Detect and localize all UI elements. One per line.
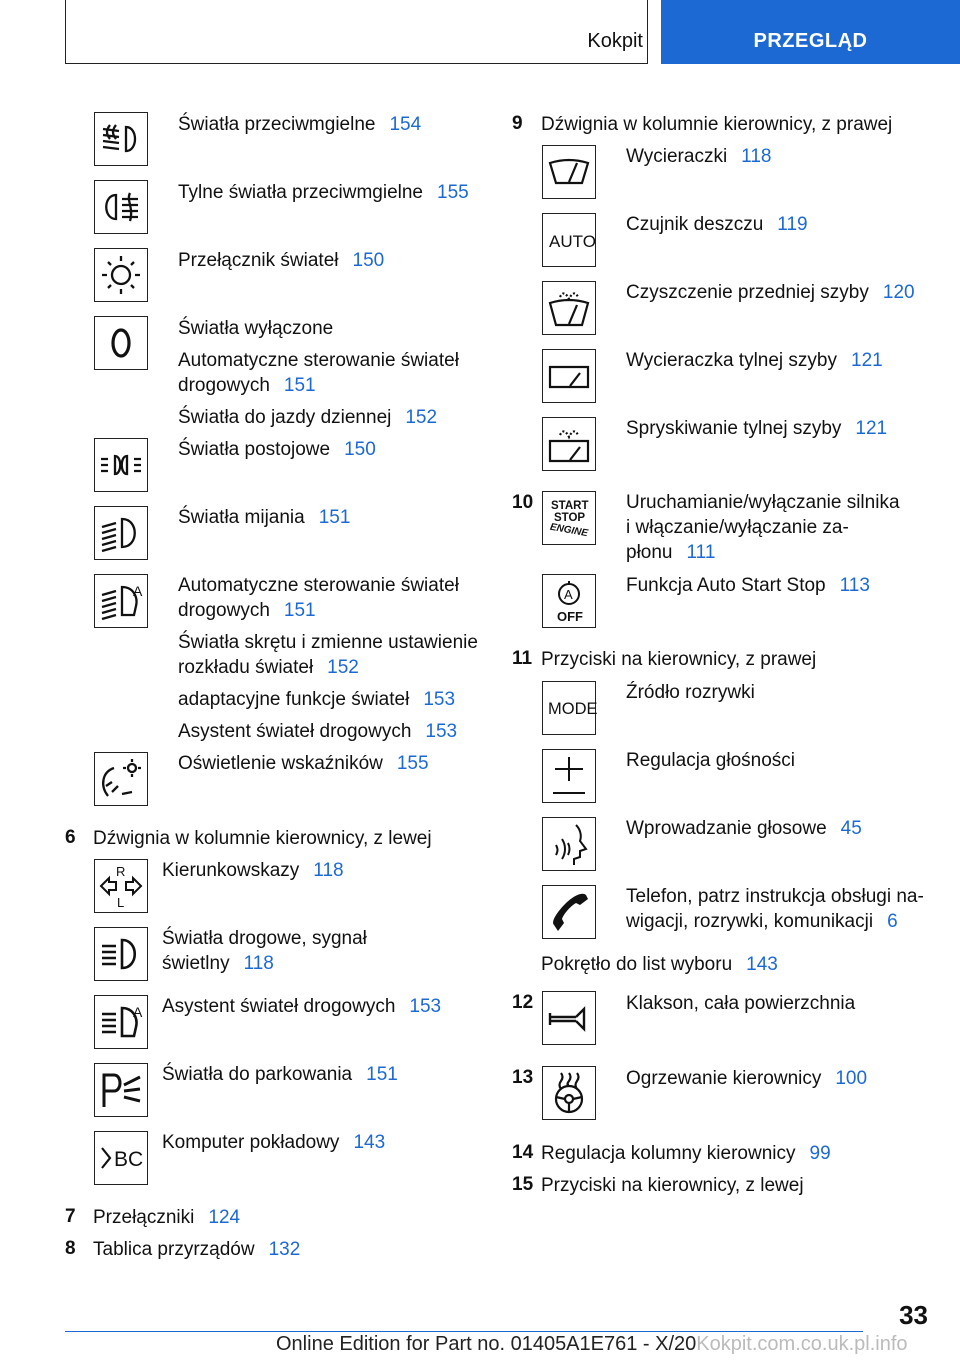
footer-edition: Online Edition for Part no. 01405A1E761 - X/20Kokpit.com.co.uk.pl.info xyxy=(276,1333,908,1355)
entry-volume: Regulacja głośności xyxy=(626,750,795,771)
entry-parking-light: Światła postojowe 150 xyxy=(178,439,376,460)
rain-sensor-icon xyxy=(542,213,596,267)
bc-text: BC xyxy=(114,1148,144,1171)
page-ref-link[interactable]: 151 xyxy=(366,1064,398,1085)
auto-headlight-letter: A xyxy=(133,583,143,599)
parking-lights-icon xyxy=(94,1063,148,1117)
lights-off-icon xyxy=(94,316,148,370)
off-text: OFF xyxy=(557,609,583,624)
mode-icon xyxy=(542,681,596,735)
item-number-8: 8 xyxy=(65,1238,76,1259)
auto-start-stop-icon xyxy=(542,574,596,628)
page-number: 33 xyxy=(899,1300,928,1330)
light-switch-icon xyxy=(94,248,148,302)
turn-signal-icon xyxy=(94,859,148,913)
page-ref-link[interactable]: 124 xyxy=(208,1207,241,1228)
entry-hb-assist-2: Asystent świateł drogowych 153 xyxy=(162,996,442,1017)
turn-signal-l: L xyxy=(117,895,125,910)
page-ref-link[interactable]: 143 xyxy=(746,954,778,975)
page-ref-link[interactable]: 155 xyxy=(437,182,469,203)
entry-cornering-2: rozkładu świateł 152 xyxy=(178,657,359,678)
page-ref-link[interactable]: 111 xyxy=(686,542,716,563)
page-ref-link[interactable]: 118 xyxy=(243,953,274,974)
entry-rain-sensor: Czujnik deszczu 119 xyxy=(626,214,808,235)
item-6-title: Dźwignia w kolumnie kierownicy, z lewej xyxy=(93,828,432,849)
page-ref-link[interactable]: 45 xyxy=(840,818,862,839)
item-number-13: 13 xyxy=(512,1067,534,1088)
footer-divider xyxy=(65,1331,863,1332)
page-ref-link[interactable]: 150 xyxy=(344,439,376,460)
mode-text: MODE xyxy=(548,700,598,718)
entry-cornering-1: Światła skrętu i zmienne ustawienie xyxy=(178,632,478,653)
entry-telephone-1: Telefon, patrz instrukcja obsługi na- xyxy=(626,886,924,907)
page-ref-link[interactable]: 118 xyxy=(741,146,772,167)
page-ref-link[interactable]: 152 xyxy=(405,407,438,428)
stop-text: STOP xyxy=(554,512,586,524)
page-ref-link[interactable]: 155 xyxy=(396,753,429,774)
entry-hb-assist: Asystent świateł drogowych 153 xyxy=(178,721,458,742)
entry-telephone-2: wigacji, rozrywki, komunikacji 6 xyxy=(626,911,898,932)
entry-selection-wheel: Pokrętło do list wyboru 143 xyxy=(541,954,778,975)
telephone-icon xyxy=(542,885,596,939)
low-beam-icon xyxy=(94,506,148,560)
entry-windshield-washer: Czyszczenie przedniej szyby 120 xyxy=(626,282,915,303)
entry-on-board-computer: Komputer pokładowy 143 xyxy=(162,1132,386,1153)
entry-rear-fog: Tylne światła przeciwmgielne 155 xyxy=(178,182,469,203)
page-ref-link[interactable]: 151 xyxy=(318,507,351,528)
page-ref-link[interactable]: 121 xyxy=(855,418,888,439)
steering-wheel-heating-icon xyxy=(542,1066,596,1120)
entry-rear-wiper: Wycieraczka tylnej szyby 121 xyxy=(626,350,883,371)
rear-wiper-icon xyxy=(542,349,596,403)
front-fog-light-icon xyxy=(94,112,148,166)
instrument-lighting-icon xyxy=(94,752,148,806)
entry-wheel-heating: Ogrzewanie kierownicy 100 xyxy=(626,1068,868,1089)
page-ref-link[interactable]: 121 xyxy=(851,350,883,371)
section-tab[interactable] xyxy=(661,0,960,64)
page-ref-link[interactable]: 143 xyxy=(353,1132,386,1153)
engine-text: ENGINE xyxy=(549,521,589,540)
entry-parking-lights: Światła do parkowania 151 xyxy=(162,1064,398,1085)
entry-lights-off: Światła wyłączone xyxy=(178,318,334,339)
entry-auto-hl-2: drogowych 151 xyxy=(178,600,316,621)
page-ref-link[interactable]: 119 xyxy=(777,214,808,235)
page-ref-link[interactable]: 150 xyxy=(352,250,385,271)
start-text: START xyxy=(551,500,589,512)
page-ref-link[interactable]: 6 xyxy=(887,911,898,932)
section-tab-label: PRZEGLĄD xyxy=(753,29,868,52)
entry-mode: Źródło rozrywki xyxy=(626,682,755,703)
page-ref-link[interactable]: 118 xyxy=(313,860,344,881)
page-ref-link[interactable]: 151 xyxy=(283,600,316,621)
item-8-text: Tablica przyrządów 132 xyxy=(93,1239,301,1260)
page-ref-link[interactable]: 151 xyxy=(283,375,316,396)
item-number-11: 11 xyxy=(512,648,533,669)
entry-low-beam: Światła mijania 151 xyxy=(178,507,351,528)
entry-auto-lights-1: Automatyczne sterowanie świateł xyxy=(178,350,459,371)
voice-control-icon xyxy=(542,817,596,871)
page-ref-link[interactable]: 132 xyxy=(268,1239,301,1260)
on-board-computer-icon xyxy=(94,1131,148,1185)
entry-start-stop-3: płonu 111 xyxy=(626,542,716,563)
auto-headlight-icon xyxy=(94,574,148,628)
entry-instrument-light: Oświetlenie wskaźników 155 xyxy=(178,753,429,774)
entry-adaptive: adaptacyjne funkcje świateł 153 xyxy=(178,689,456,710)
entry-auto-start-stop: Funkcja Auto Start Stop 113 xyxy=(626,575,870,596)
page-ref-link[interactable]: 152 xyxy=(327,657,359,678)
entry-auto-hl-1: Automatyczne sterowanie świateł xyxy=(178,575,459,596)
entry-high-beam-2: świetlny 118 xyxy=(162,953,274,974)
turn-signal-r: R xyxy=(116,864,126,879)
entry-daytime: Światła do jazdy dziennej 152 xyxy=(178,407,438,428)
hb-assist-letter: A xyxy=(133,1004,143,1020)
entry-front-fog: Światła przeciwmgielne 154 xyxy=(178,114,422,135)
item-11-title: Przyciski na kierownicy, z prawej xyxy=(541,649,817,670)
entry-rear-washer: Spryskiwanie tylnej szyby 121 xyxy=(626,418,888,439)
auto-text: AUTO xyxy=(549,232,596,251)
rear-washer-icon xyxy=(542,417,596,471)
volume-icon xyxy=(542,749,596,803)
item-number-15: 15 xyxy=(512,1174,534,1195)
entry-voice: Wprowadzanie głosowe 45 xyxy=(626,818,862,839)
page-ref-link[interactable]: 120 xyxy=(882,282,915,303)
entry-horn: Klakson, cała powierzchnia xyxy=(626,993,856,1014)
wiper-icon xyxy=(542,145,596,199)
page-ref-link[interactable]: 154 xyxy=(389,114,422,135)
item-number-9: 9 xyxy=(512,113,523,134)
page-ref-link[interactable]: 100 xyxy=(835,1068,868,1089)
item-15-text: Przyciski na kierownicy, z lewej xyxy=(541,1175,804,1196)
page-ref-link[interactable]: 153 xyxy=(409,996,442,1017)
entry-high-beam-1: Światła drogowe, sygnał xyxy=(162,928,367,949)
auto-ss-letter: A xyxy=(564,587,573,602)
section-title: Kokpit xyxy=(587,30,643,52)
windshield-washer-icon xyxy=(542,281,596,335)
entry-light-switch: Przełącznik świateł 150 xyxy=(178,250,385,271)
start-stop-icon xyxy=(542,491,596,545)
rear-fog-light-icon xyxy=(94,180,148,234)
horn-icon xyxy=(542,991,596,1045)
item-9-title: Dźwignia w kolumnie kierownicy, z prawej xyxy=(541,114,893,135)
item-number-6: 6 xyxy=(65,827,76,848)
item-number-14: 14 xyxy=(512,1142,534,1163)
footer-watermark: Kokpit.com.co.uk.pl.info xyxy=(696,1333,908,1355)
page-ref-link[interactable]: 99 xyxy=(809,1143,831,1164)
parking-light-icon xyxy=(94,438,148,492)
header-frame xyxy=(65,0,648,64)
high-beam-icon xyxy=(94,927,148,981)
entry-start-stop-1: Uruchamianie/wyłączanie silnika xyxy=(626,492,900,513)
item-number-12: 12 xyxy=(512,992,534,1013)
high-beam-assist-icon xyxy=(94,995,148,1049)
page-ref-link[interactable]: 153 xyxy=(425,721,458,742)
page-ref-link[interactable]: 153 xyxy=(423,689,456,710)
page-ref-link[interactable]: 113 xyxy=(839,575,870,596)
item-number-7: 7 xyxy=(65,1206,76,1227)
entry-start-stop-2: i włączanie/wyłączanie za- xyxy=(626,517,849,538)
item-14-text: Regulacja kolumny kierownicy 99 xyxy=(541,1143,831,1164)
entry-wiper: Wycieraczki 118 xyxy=(626,146,772,167)
item-number-10: 10 xyxy=(512,492,534,513)
entry-auto-lights-2: drogowych 151 xyxy=(178,375,316,396)
entry-turn-signal: Kierunkowskazy 118 xyxy=(162,860,344,881)
item-7-text: Przełączniki 124 xyxy=(93,1207,241,1228)
